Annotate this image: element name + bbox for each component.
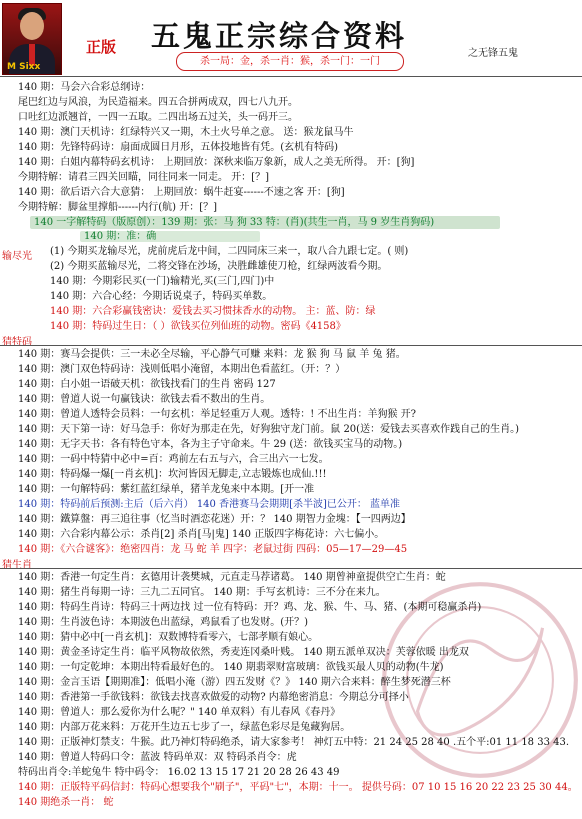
text-line: 140 期：一码中特猜中必中=百：鸡前左右五与六，合三出六一七发。 [18, 454, 329, 465]
text-line: 140 期：特码爆一爆[一肖玄机]：坎河皆因无脚走,立志锻炼也成仙.!!! [18, 469, 327, 480]
text-line: 140 期：澳门双色特码诗：浅则低唱小淹留，本期出色看蓝红。（开：？） [18, 364, 346, 375]
banner-text: 140 一字解特码（版原创）：139 期：张：马 狗 33 特：(肖)(共生一肖，马 9 岁生肖狗码) [34, 217, 435, 228]
text-line: 140 期：欲后语六合大意猜： 上期回放：蜗牛赶宴------不速之客 开：[狗] [18, 187, 345, 198]
text-line: 140 期：特码过生日：（ ）欲钱买位列仙班的动物。密码《4158》 [50, 321, 346, 332]
photo-logo: M Sixx [7, 62, 41, 72]
text-line: 140 期：曾道人特码口令：蓝波 特码单双：双 特码杀肖令：虎 [18, 752, 297, 763]
text-line: 140 期：猜中必中[一肖玄机]：双数博特看零六，七部孝顺有娘心。 [18, 632, 319, 643]
text-line: 140 期：白小姐一语破天机：欲钱找看门的生肖 密码 127 [18, 379, 276, 390]
text-line: 140 期：一句定乾坤：本期出特看最好色的。 140 期翡翠财富玻璃：欲钱买最人贝的动物(牛龙) [18, 662, 444, 673]
divider [0, 345, 582, 346]
text-line: 140 期：白姐内幕特码玄机诗： 上期回放：深秋来临万象新，成人之美无所得。 开：[狗] [18, 157, 415, 168]
text-line: 140 期：正版特平码信封：特码心想要我个"刷子"，平码"七"，本期：十一。 提供号码：07 10 15 16 20 22 23 25 30 44。 [18, 782, 578, 793]
kill-summary: 杀一局：金，杀一肖：猴，杀一门：一门 [176, 52, 404, 71]
banner2-text: 140 期：准：确 [84, 231, 157, 242]
text-line: 140 期：黄金圣诗定生肖：临平风物故依然，秀麦连冈桑叶贱。 140 期五派单双决：芙蓉依暖 出龙双 [18, 647, 469, 658]
text-line: 140 期：特码前后预测:主后（后六肖） 140 香港赛马会期期[杀半波]已公开： 蓝单准 [18, 499, 401, 510]
text-line: 140 期：六合彩赢钱密诀：爱钱去买习惯抹香水的动物。 主：蓝、防：绿 [50, 306, 376, 317]
genuine-badge: 正版 [86, 38, 117, 56]
text-line: 140 期：内部万花来料：万花开生边五七步了一，绿蓝色彩尽是兔藏狗居。 [18, 722, 351, 733]
text-line: 140 期：今期彩民买(一门)输精光,买(三门,四门)中 [50, 276, 275, 287]
text-line: 140 期：曾道人说一句赢钱诀：欲钱去看不数出的生肖。 [18, 394, 271, 405]
text-line: 140 期：马会六合彩总纲诗： [18, 82, 151, 93]
text-line: 今期特解：脚盆里撑船------内行(航) 开：[？] [18, 202, 218, 213]
section-label-3: 猜生肖 [2, 560, 32, 571]
text-line: 140 期绝杀一肖： 蛇 [18, 797, 114, 808]
section-label-1: 输尽光 [2, 251, 32, 262]
text-line: 140 期：金言玉语【期期准】：低唱小淹（游）四五发财《？》 140 期六合来料：醉生梦死潜三杯 [18, 677, 451, 688]
text-line: 140 期：香港一句定生肖：玄德用计袭樊城，元直走马荐诸葛。 140 期曾神童提供空亡生肖：蛇 [18, 572, 446, 583]
text-line: 140 期：曾道人：那么爱你为什么呢？" 140 单双料）有儿春风《春丹》 [18, 707, 341, 718]
divider [0, 76, 582, 77]
text-line: 140 期：鐵算盤：再三追往事（忆当时酒恋花迷）开：？ 140 期智力金塊：【一四两边】 [18, 514, 411, 525]
text-line: 140 期：生肖波色诗：本期波色出蓝绿，鸡鼠看了也发财。(开？) [18, 617, 309, 628]
text-line: (2) 今期买蓝输尽光，二将交锋在沙场，决胜雌雄使刀枪，红绿两波看今期。 [50, 261, 388, 272]
text-line: 140 期：赛马会提供：三一未必全尽输，平心静气可赚 来料：龙 猴 狗 马 鼠 羊 兔 猪。 [18, 349, 406, 360]
text-line: 尾巴红边与风浪，为民造福来。四五合拼两成双，四七八九开。 [18, 97, 298, 108]
section-label-2: 猜特码 [2, 337, 32, 348]
author-label: 之无锋五鬼 [468, 48, 518, 59]
text-line: 140 期：无字天书：各有特色守本，各为主子守命来。牛 29 (送：欲钱买宝马的动物。) [18, 439, 403, 450]
author-photo [2, 3, 62, 75]
text-line: 140 期：先锋特码诗：扇面成圆日月形，五体投地皆有凭。(玄机有特码) [18, 142, 339, 153]
text-line: 140 期：正版神灯禁支：牛猴。此乃神灯特码绝杀，请大家参考！ 神灯五中特：21 24 25 28 40 .五个平:01 11 18 33 43. [18, 737, 570, 748]
text-line: 140 期：一句解特码：紫红蓝红绿单，猪羊龙兔来中本期。[开一准 [18, 484, 315, 495]
text-line: 140 期：《六合谜客》：绝密四肖：龙 马 蛇 羊 四字：老鼠过街 四码：05—17—29—45 [18, 544, 408, 555]
text-line: 特码出肖令:羊蛇兔牛 特中码令： 16.02 13 15 17 21 20 28 26 43 49 [18, 767, 340, 778]
text-line: (1) 今期买龙输尽光，虎前虎后龙中间，二四同床三来一，取八合九跟七定。( 则) [50, 246, 409, 257]
text-line: 140 期：澳门天机诗：红绿特兴又一期，木土火号单之意。 送：猴龙鼠马牛 [18, 127, 354, 138]
page-title: 五鬼正宗综合资料 [151, 19, 408, 53]
text-line: 140 期：六合心经：今期话说桌子，特码买单数。 [50, 291, 273, 302]
text-line: 今期特解：请君三四关回瞄，同往同来一同走。 开：[？] [18, 172, 269, 183]
text-line: 140 期：曾道人透特会员料：一句玄机：举足轻重万人观。透特：! 不出生肖：羊狗猴 开? [18, 409, 417, 420]
text-line: 140 期：天下第一诗：好马急手：你好为那走在先，好狗独守龙门前。鼠 20(送：爱钱去买喜欢作践自己的生肖。) [18, 424, 519, 435]
text-line: 140 期：六合彩内幕公示：杀肖[2] 杀肖[马|鬼] 140 正版四字梅花诗：六七偏小。 [18, 529, 385, 540]
text-line: 140 期：猪生肖每期一诗：三九二五同官。 140 期：手写玄机诗：三不分在来九。 [18, 587, 386, 598]
text-line: 140 期：香港第一手欲钱料：欲钱去找喜欢做爱的动物? 内幕绝密消息：今期总分可择小 [18, 692, 409, 703]
text-line: 口吐红边派翘首，一四一五取。二四出场五过关，头一码开三。 [18, 112, 298, 123]
text-line: 140 期：特码生肖诗：特码三十两边找 过一位有特码：开？鸡、龙、猴、牛、马、猪、(本期可稳赢杀肖) [18, 602, 482, 613]
